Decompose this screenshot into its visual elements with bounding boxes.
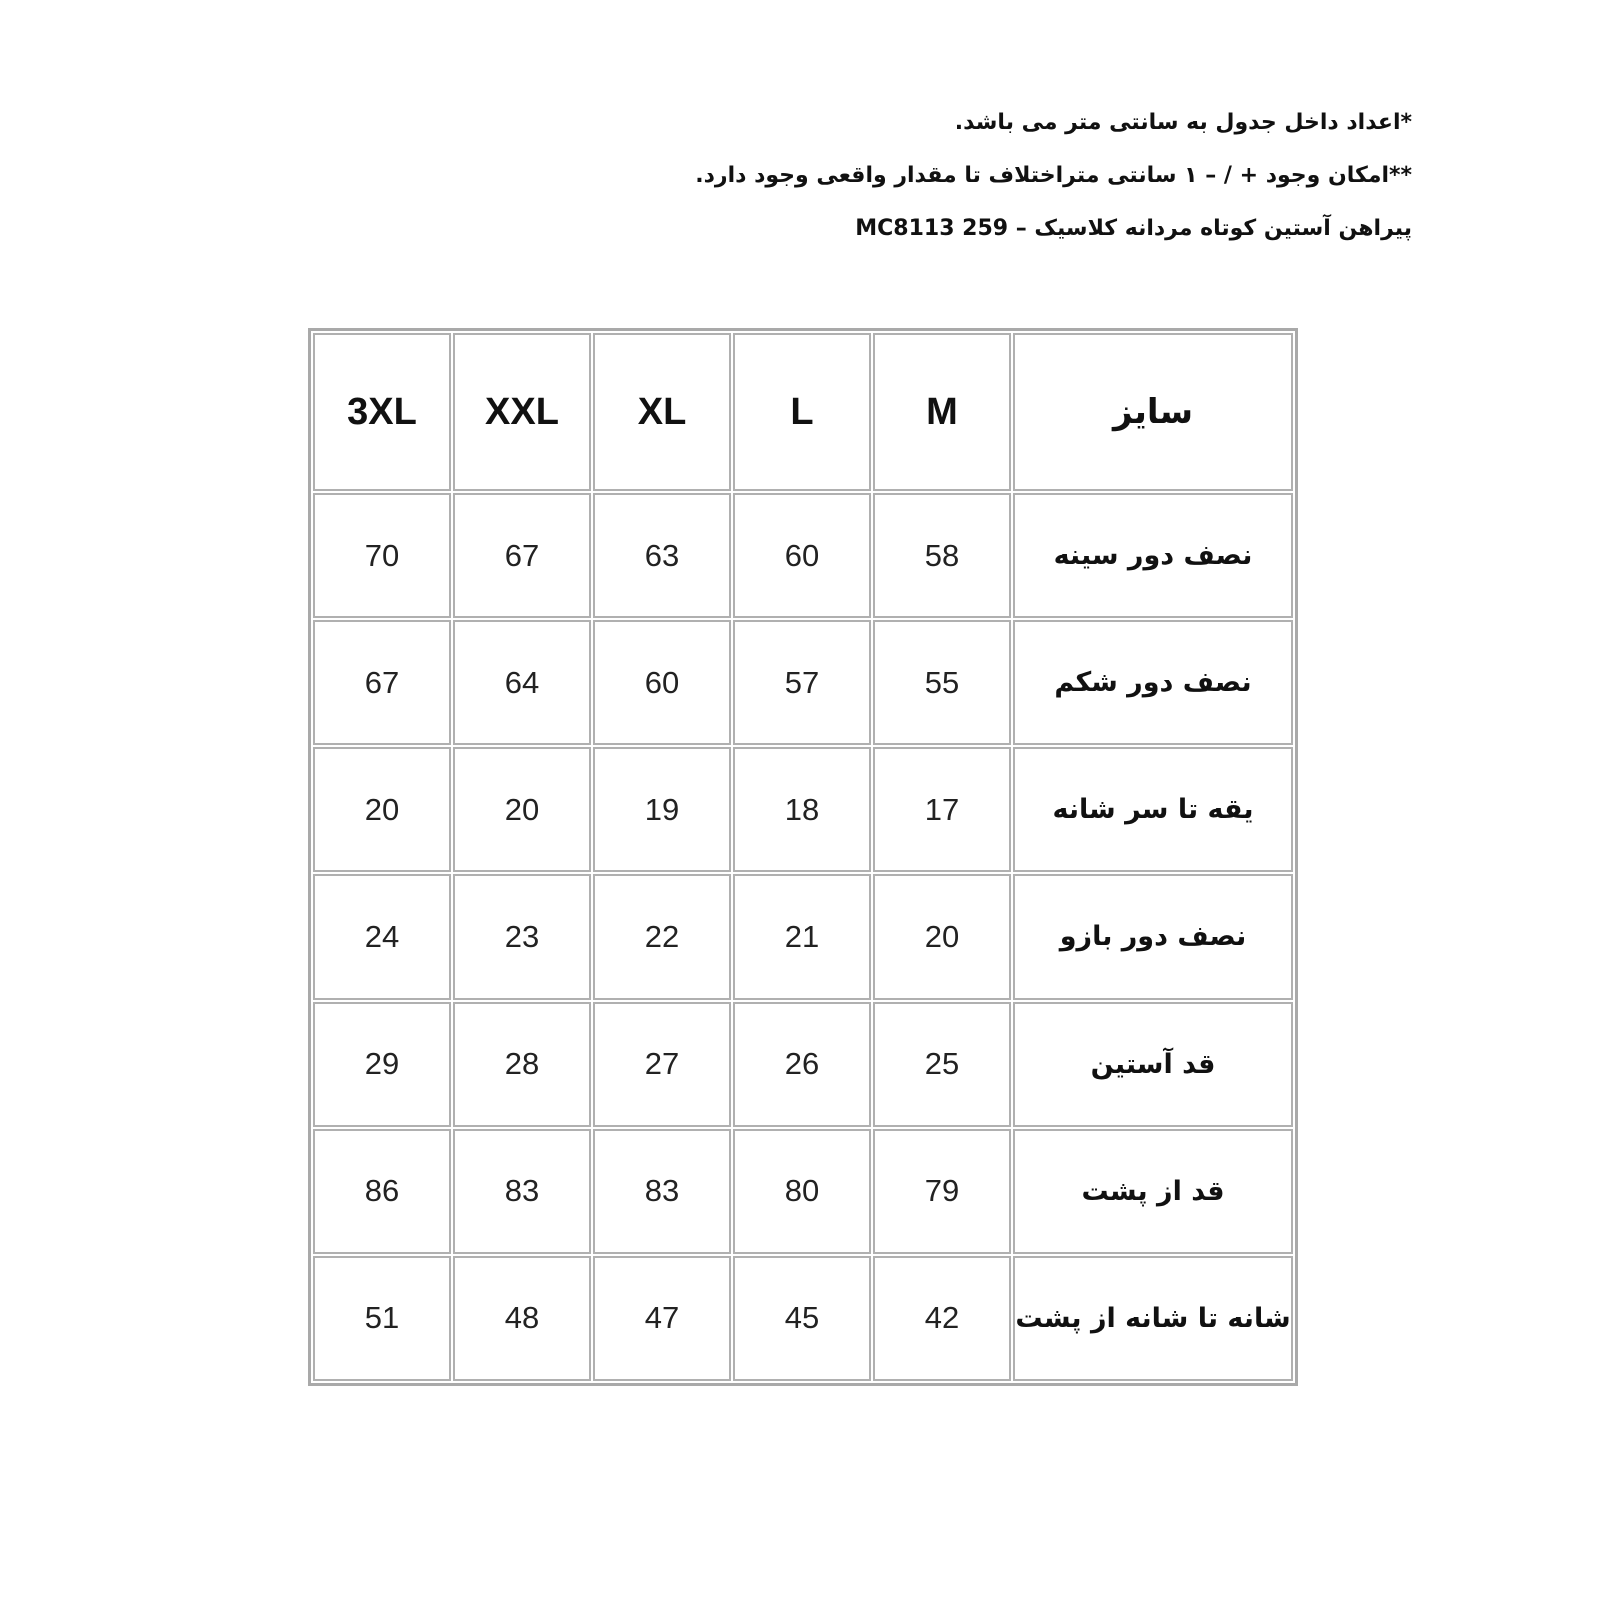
table-cell: 25	[873, 1002, 1011, 1127]
table-row-chest	[313, 493, 1293, 618]
table-cell: 80	[733, 1129, 871, 1254]
table-cell: 67	[453, 493, 591, 618]
table-cell: 79	[873, 1129, 1011, 1254]
table-row-waist	[313, 620, 1293, 745]
table-cell: 83	[453, 1129, 591, 1254]
table-cell: 29	[313, 1002, 451, 1127]
table-cell: 42	[873, 1256, 1011, 1381]
table-cell: 20	[453, 747, 591, 872]
table-header-row	[313, 333, 1293, 491]
size-table-grid	[311, 331, 1295, 1383]
table-cell: 19	[593, 747, 731, 872]
row-label-back-length: قد از پشت	[1013, 1129, 1293, 1254]
row-label-chest: نصف دور سینه	[1013, 493, 1293, 618]
header-size-xxl: XXL	[453, 333, 591, 491]
table-cell: 83	[593, 1129, 731, 1254]
table-cell: 28	[453, 1002, 591, 1127]
table-cell: 55	[873, 620, 1011, 745]
table-row-back-length	[313, 1129, 1293, 1254]
header-size-xl: XL	[593, 333, 731, 491]
table-cell: 60	[733, 493, 871, 618]
table-row-shoulder-width	[313, 1256, 1293, 1381]
header-size-label: سایز	[1013, 333, 1293, 491]
table-cell: 63	[593, 493, 731, 618]
table-cell: 22	[593, 874, 731, 999]
table-cell: 24	[313, 874, 451, 999]
table-cell: 58	[873, 493, 1011, 618]
table-row-sleeve-length	[313, 1002, 1293, 1127]
table-cell: 45	[733, 1256, 871, 1381]
notes-block	[512, 112, 1412, 271]
table-cell: 21	[733, 874, 871, 999]
table-cell: 60	[593, 620, 731, 745]
table-cell: 20	[873, 874, 1011, 999]
row-label-bicep: نصف دور بازو	[1013, 874, 1293, 999]
note-units: *اعداد داخل جدول به سانتی متر می باشد.	[954, 110, 1412, 135]
table-cell: 70	[313, 493, 451, 618]
size-chart-table	[308, 328, 1298, 1386]
table-cell: 67	[313, 620, 451, 745]
table-cell: 48	[453, 1256, 591, 1381]
table-cell: 26	[733, 1002, 871, 1127]
row-label-shoulder-width: شانه تا شانه از پشت	[1013, 1256, 1293, 1381]
table-cell: 51	[313, 1256, 451, 1381]
header-size-l: L	[733, 333, 871, 491]
table-cell: 17	[873, 747, 1011, 872]
note-tolerance: **امکان وجود + / – ۱ سانتی متراختلاف تا مقدار واقعی وجود دارد.	[695, 163, 1412, 188]
table-row-collar-shoulder	[313, 747, 1293, 872]
row-label-sleeve-length: قد آستین	[1013, 1002, 1293, 1127]
table-row-bicep	[313, 874, 1293, 999]
row-label-collar-shoulder: یقه تا سر شانه	[1013, 747, 1293, 872]
table-cell: 20	[313, 747, 451, 872]
table-cell: 57	[733, 620, 871, 745]
table-cell: 47	[593, 1256, 731, 1381]
table-cell: 86	[313, 1129, 451, 1254]
table-cell: 18	[733, 747, 871, 872]
table-cell: 64	[453, 620, 591, 745]
row-label-waist: نصف دور شکم	[1013, 620, 1293, 745]
table-cell: 27	[593, 1002, 731, 1127]
header-size-3xl: 3XL	[313, 333, 451, 491]
table-cell: 23	[453, 874, 591, 999]
product-title: پیراهن آستین کوتاه مردانه کلاسیک – MC8113 259	[855, 216, 1412, 241]
header-size-m: M	[873, 333, 1011, 491]
